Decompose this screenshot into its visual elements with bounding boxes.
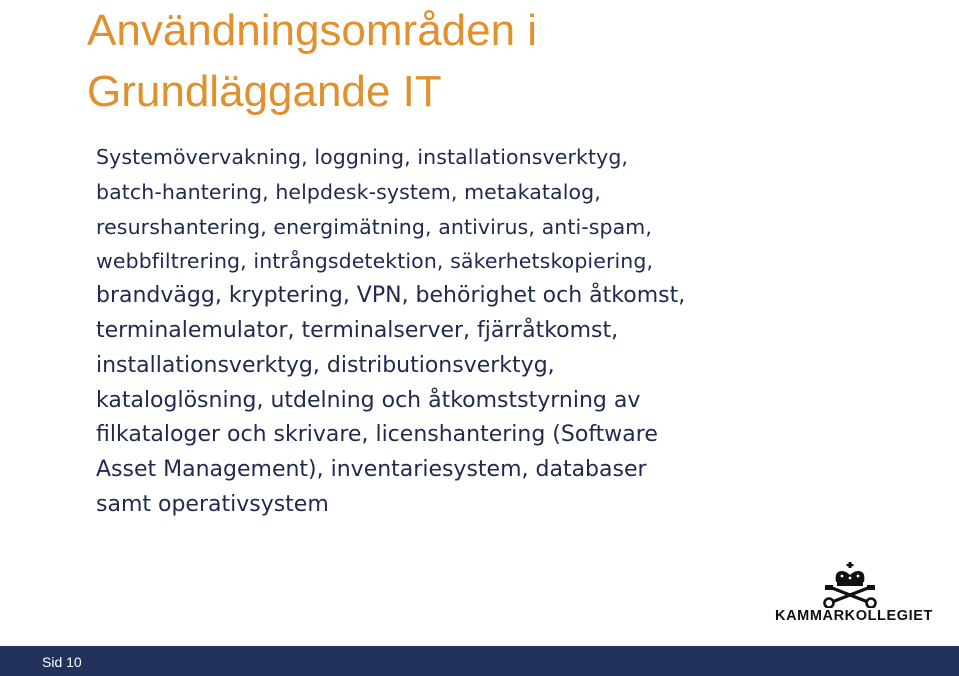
kammarkollegiet-logo — [775, 562, 934, 628]
crown-crossed-keys-icon — [822, 562, 878, 608]
logo-text: KAMMARKOLLEGIET — [775, 608, 934, 624]
body-line-8: kataloglösning, utdelning och åtkomststyrning av — [96, 387, 641, 413]
title-line-1: Användningsområden i — [87, 6, 538, 55]
body-line-3: resurshantering, energimätning, antivirus, anti-spam, — [96, 214, 652, 239]
body-line-2: batch-hantering, helpdesk-system, metakatalog, — [96, 179, 601, 204]
title-line-2: Grundläggande IT — [87, 67, 442, 116]
body-line-7: installationsverktyg, distributionsverktyg, — [96, 352, 555, 378]
slide-title — [87, 0, 937, 122]
page-number: Sid 10 — [42, 654, 82, 670]
body-line-10: Asset Management), inventariesystem, databaser — [96, 457, 647, 483]
body-line-5: brandvägg, kryptering, VPN, behörighet och åtkomst, — [96, 283, 686, 309]
body-text — [96, 140, 956, 523]
body-line-1: Systemövervakning, loggning, installationsverktyg, — [96, 145, 629, 169]
body-line-6: terminalemulator, terminalserver, fjärråtkomst, — [96, 317, 619, 343]
body-line-11: samt operativsystem — [96, 491, 329, 517]
body-line-9: filkataloger och skrivare, licenshantering (Software — [96, 422, 658, 448]
body-line-4: webbfiltrering, intrångsdetektion, säkerhetskopiering, — [96, 249, 654, 274]
footer-bar — [0, 646, 959, 676]
